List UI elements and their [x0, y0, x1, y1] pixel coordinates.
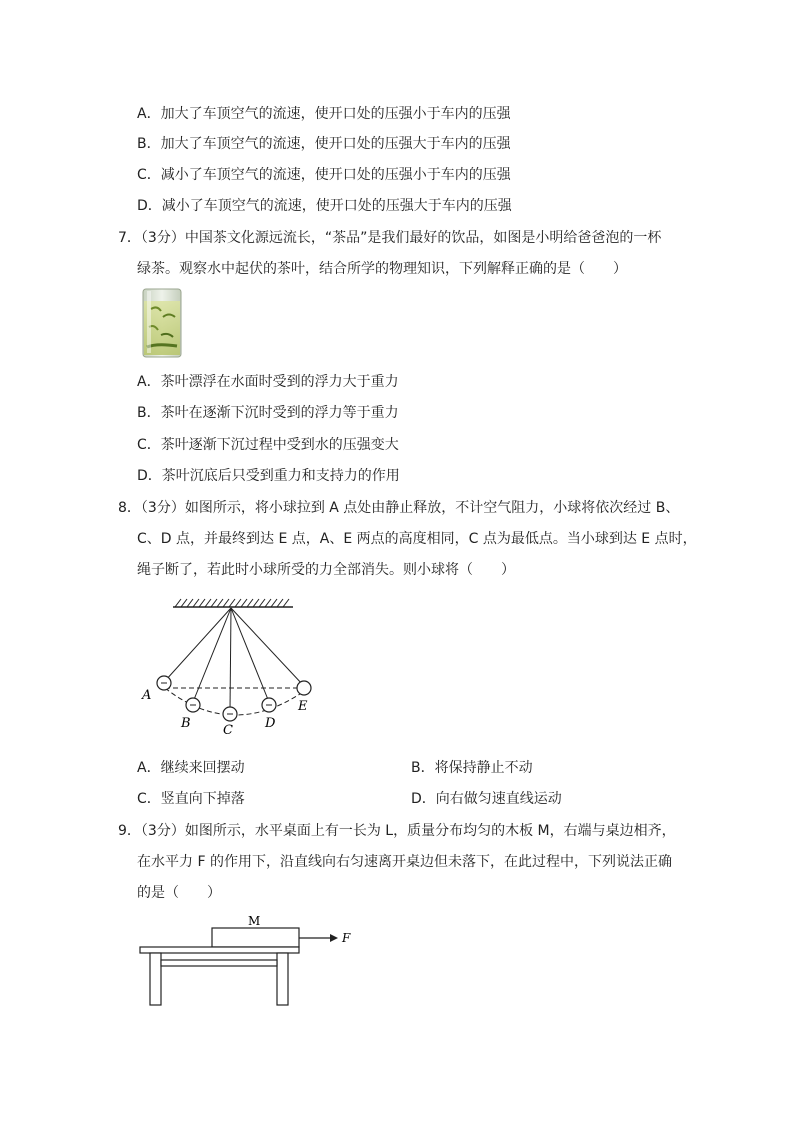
- q7-stem-line1: 7．（3分）中国茶文化源远流长，“茶品”是我们最好的饮品，如图是小明给爸爸泡的一杯: [118, 230, 662, 246]
- q7-option-a: A．茶叶漂浮在水面时受到的浮力大于重力: [137, 374, 399, 390]
- q7-stem-line2: 绿茶。观察水中起伏的茶叶，结合所学的物理知识，下列解释正确的是（ ）: [137, 261, 627, 277]
- q9-stem-line2: 在水平力 F 的作用下，沿直线向右匀速离开桌边但未落下，在此过程中，下列说法正确: [137, 854, 672, 870]
- label-b: B: [181, 716, 191, 731]
- q8-stem-line1: 8．（3分）如图所示，将小球拉到 A 点处由静止释放，不计空气阻力，小球将依次经过 B、: [118, 500, 680, 516]
- q6-option-a: A．加大了车顶空气的流速，使开口处的压强小于车内的压强: [137, 106, 511, 122]
- q8-option-b: B．将保持静止不动: [411, 760, 533, 776]
- label-m: M: [248, 914, 261, 928]
- q8-option-c: C．竖直向下掉落: [137, 791, 245, 807]
- q7-option-c: C．茶叶逐渐下沉过程中受到水的压强变大: [137, 437, 399, 453]
- pendulum-figure: [135, 595, 315, 735]
- q7-option-d: D．茶叶沉底后只受到重力和支持力的作用: [137, 468, 400, 484]
- q8-stem-line2: C、D 点，并最终到达 E 点，A、E 两点的高度相同，C 点为最低点。当小球到达 E 点时，: [137, 531, 697, 547]
- label-a: A: [142, 688, 152, 703]
- label-e: E: [298, 699, 308, 714]
- label-d: D: [265, 716, 276, 731]
- q9-stem-line1: 9．（3分）如图所示，水平桌面上有一长为 L，质量分布均匀的木板 M，右端与桌边相齐，: [118, 823, 676, 839]
- label-f: F: [342, 931, 351, 945]
- q8-option-d: D．向右做匀速直线运动: [411, 791, 562, 807]
- q8-stem-line3: 绳子断了，若此时小球所受的力全部消失。则小球将（ ）: [137, 562, 515, 578]
- q9-stem-line3: 的是（ ）: [137, 885, 221, 901]
- q6-option-b: B．加大了车顶空气的流速，使开口处的压强大于车内的压强: [137, 136, 511, 152]
- q7-option-b: B．茶叶在逐渐下沉时受到的浮力等于重力: [137, 405, 399, 421]
- table-board-figure: [138, 910, 358, 1010]
- q6-option-d: D．减小了车顶空气的流速，使开口处的压强大于车内的压强: [137, 198, 512, 214]
- label-c: C: [223, 723, 233, 735]
- q6-option-c: C．减小了车顶空气的流速，使开口处的压强小于车内的压强: [137, 167, 511, 183]
- tea-glass-photo: [139, 287, 185, 359]
- q8-option-a: A．继续来回摆动: [137, 760, 245, 776]
